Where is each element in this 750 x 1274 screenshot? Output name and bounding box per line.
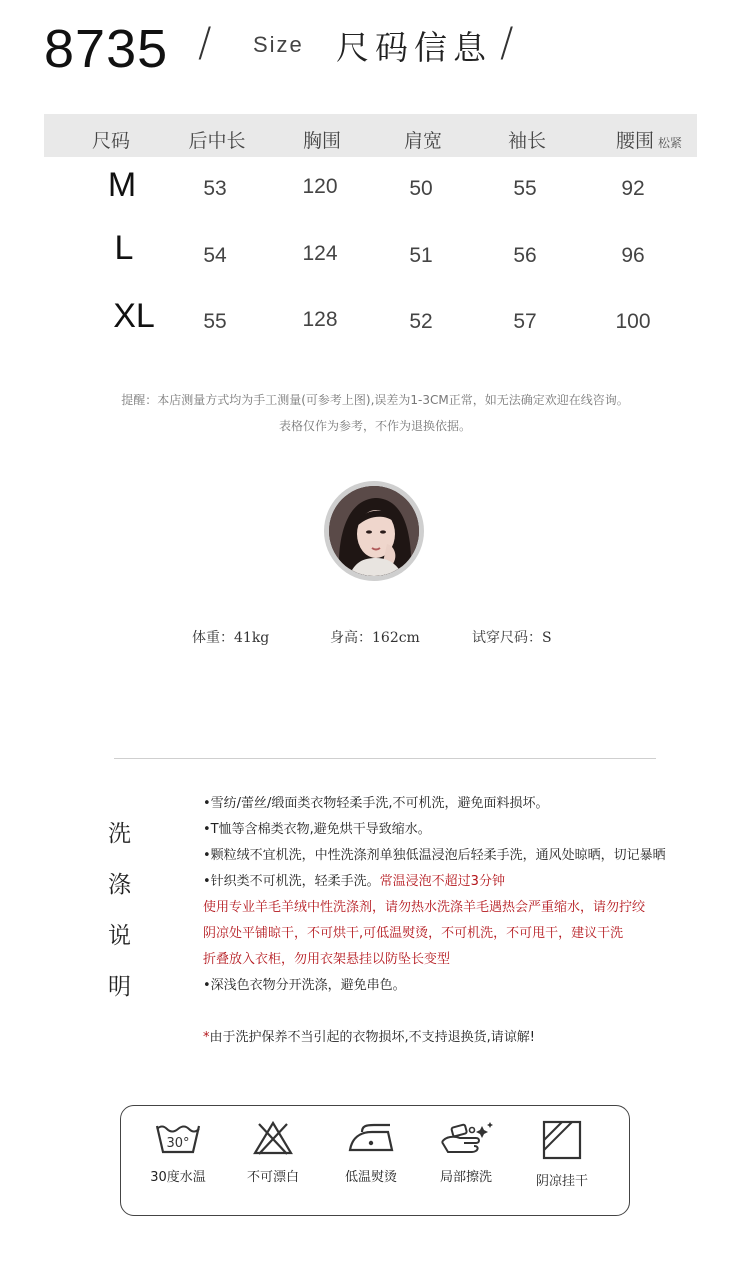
- wash-line-cotton: •T恤等含棉类衣物,避免烘干导致缩水。: [203, 822, 431, 837]
- cell-l-chest: 124: [302, 242, 338, 265]
- cell-l-shoulder: 51: [409, 244, 433, 267]
- wash-line-colors: •深浅色衣物分开洗涤，避免串色。: [203, 978, 406, 993]
- wash-title-char-4: 明: [108, 974, 131, 1000]
- cell-m-shoulder: 50: [409, 177, 433, 200]
- care-item-wash-30: [138, 1120, 218, 1185]
- care-label-spot-clean: 局部擦洗: [439, 1170, 492, 1185]
- no-bleach-icon: [251, 1120, 295, 1156]
- page-title: 尺码信息: [336, 28, 492, 67]
- spot-clean-icon: [438, 1120, 494, 1156]
- waist-elastic-note: 松紧: [658, 136, 683, 150]
- header-size: 尺码: [91, 130, 131, 152]
- wash-line-knit: •针织类不可机洗，轻柔手洗。常温浸泡不超过3分钟: [203, 874, 505, 889]
- cell-xl-waist: 100: [615, 310, 651, 333]
- care-label-shade-dry: 阴凉挂干: [535, 1174, 588, 1189]
- row-size-m: M: [107, 166, 137, 204]
- care-item-no-bleach: [233, 1120, 313, 1185]
- care-item-low-iron: [331, 1120, 411, 1185]
- care-label-low-iron: 低温熨烫: [344, 1170, 397, 1185]
- wash-line-fleece: •颗粒绒不宜机洗，中性洗涤剂单独低温浸泡后轻柔手洗，通风处晾晒，切记暴晒: [203, 848, 666, 863]
- reference-note: 表格仅作为参考，不作为退换依据。: [278, 419, 471, 433]
- low-iron-icon: [346, 1120, 396, 1156]
- title-slash-left: /: [198, 20, 212, 66]
- cell-xl-back-length: 55: [203, 310, 227, 333]
- wash-line-wool-detergent: 使用专业羊毛羊绒中性洗涤剂，请勿热水洗涤羊毛遇热会严重缩水，请勿拧绞: [203, 900, 646, 915]
- cell-m-back-length: 53: [203, 177, 227, 200]
- model-weight: 体重：41kg: [192, 630, 270, 646]
- wash-title-char-3: 说: [108, 923, 131, 949]
- wash-disclaimer: *由于洗护保养不当引起的衣物损坏,不支持退换货,请谅解!: [203, 1030, 535, 1045]
- wash-30-icon: [153, 1120, 203, 1156]
- wash-line-wool-dry: 阴凉处平铺晾干，不可烘干,可低温熨烫，不可机洗，不可甩干，建议干洗: [203, 926, 624, 941]
- cell-m-chest: 120: [302, 175, 338, 198]
- care-item-spot-clean: [426, 1120, 506, 1185]
- shade-dry-icon: [542, 1120, 582, 1160]
- product-code: 8735: [44, 19, 169, 79]
- header-waist: 腰围 松紧: [615, 130, 683, 152]
- header-shoulder: 肩宽: [403, 130, 443, 152]
- cell-l-waist: 96: [621, 244, 645, 267]
- care-item-shade-dry: [522, 1120, 602, 1189]
- svg-text:30°: 30°: [166, 1136, 190, 1151]
- wash-line-wool-store: 折叠放入衣柜，勿用衣架悬挂以防坠长变型: [203, 952, 451, 967]
- cell-m-sleeve: 55: [513, 177, 537, 200]
- cell-l-back-length: 54: [203, 244, 227, 267]
- wash-title-char-1: 洗: [108, 821, 131, 847]
- model-avatar: [324, 481, 424, 581]
- model-trial-size: 试穿尺码：S: [472, 630, 552, 646]
- cell-m-waist: 92: [621, 177, 645, 200]
- care-label-no-bleach: 不可漂白: [246, 1170, 299, 1185]
- row-size-l: L: [114, 229, 134, 267]
- cell-xl-sleeve: 57: [513, 310, 537, 333]
- size-table-header: [44, 114, 697, 157]
- care-icons-box: [120, 1105, 630, 1216]
- section-divider: [114, 758, 656, 759]
- measurement-note: 提醒：本店测量方式均为手工测量(可参考上图),误差为1-3CM正常，如无法确定欢迎在线咨询。: [121, 393, 629, 407]
- cell-xl-chest: 128: [302, 308, 338, 331]
- header-back-length: 后中长: [188, 130, 246, 152]
- model-portrait-icon: [329, 486, 419, 576]
- cell-xl-shoulder: 52: [409, 310, 433, 333]
- care-label-wash-30: 30度水温: [150, 1170, 206, 1185]
- model-height: 身高：162cm: [330, 630, 420, 646]
- wash-line-chiffon: •雪纺/蕾丝/缎面类衣物轻柔手洗,不可机洗，避免面料损坏。: [203, 796, 549, 811]
- title-slash-right: /: [500, 20, 514, 66]
- row-size-xl: XL: [113, 297, 155, 335]
- size-label: Size: [253, 32, 304, 57]
- header-chest: 胸围: [302, 130, 342, 152]
- header-sleeve: 袖长: [507, 130, 547, 152]
- wash-title-char-2: 涤: [108, 872, 131, 898]
- cell-l-sleeve: 56: [513, 244, 537, 267]
